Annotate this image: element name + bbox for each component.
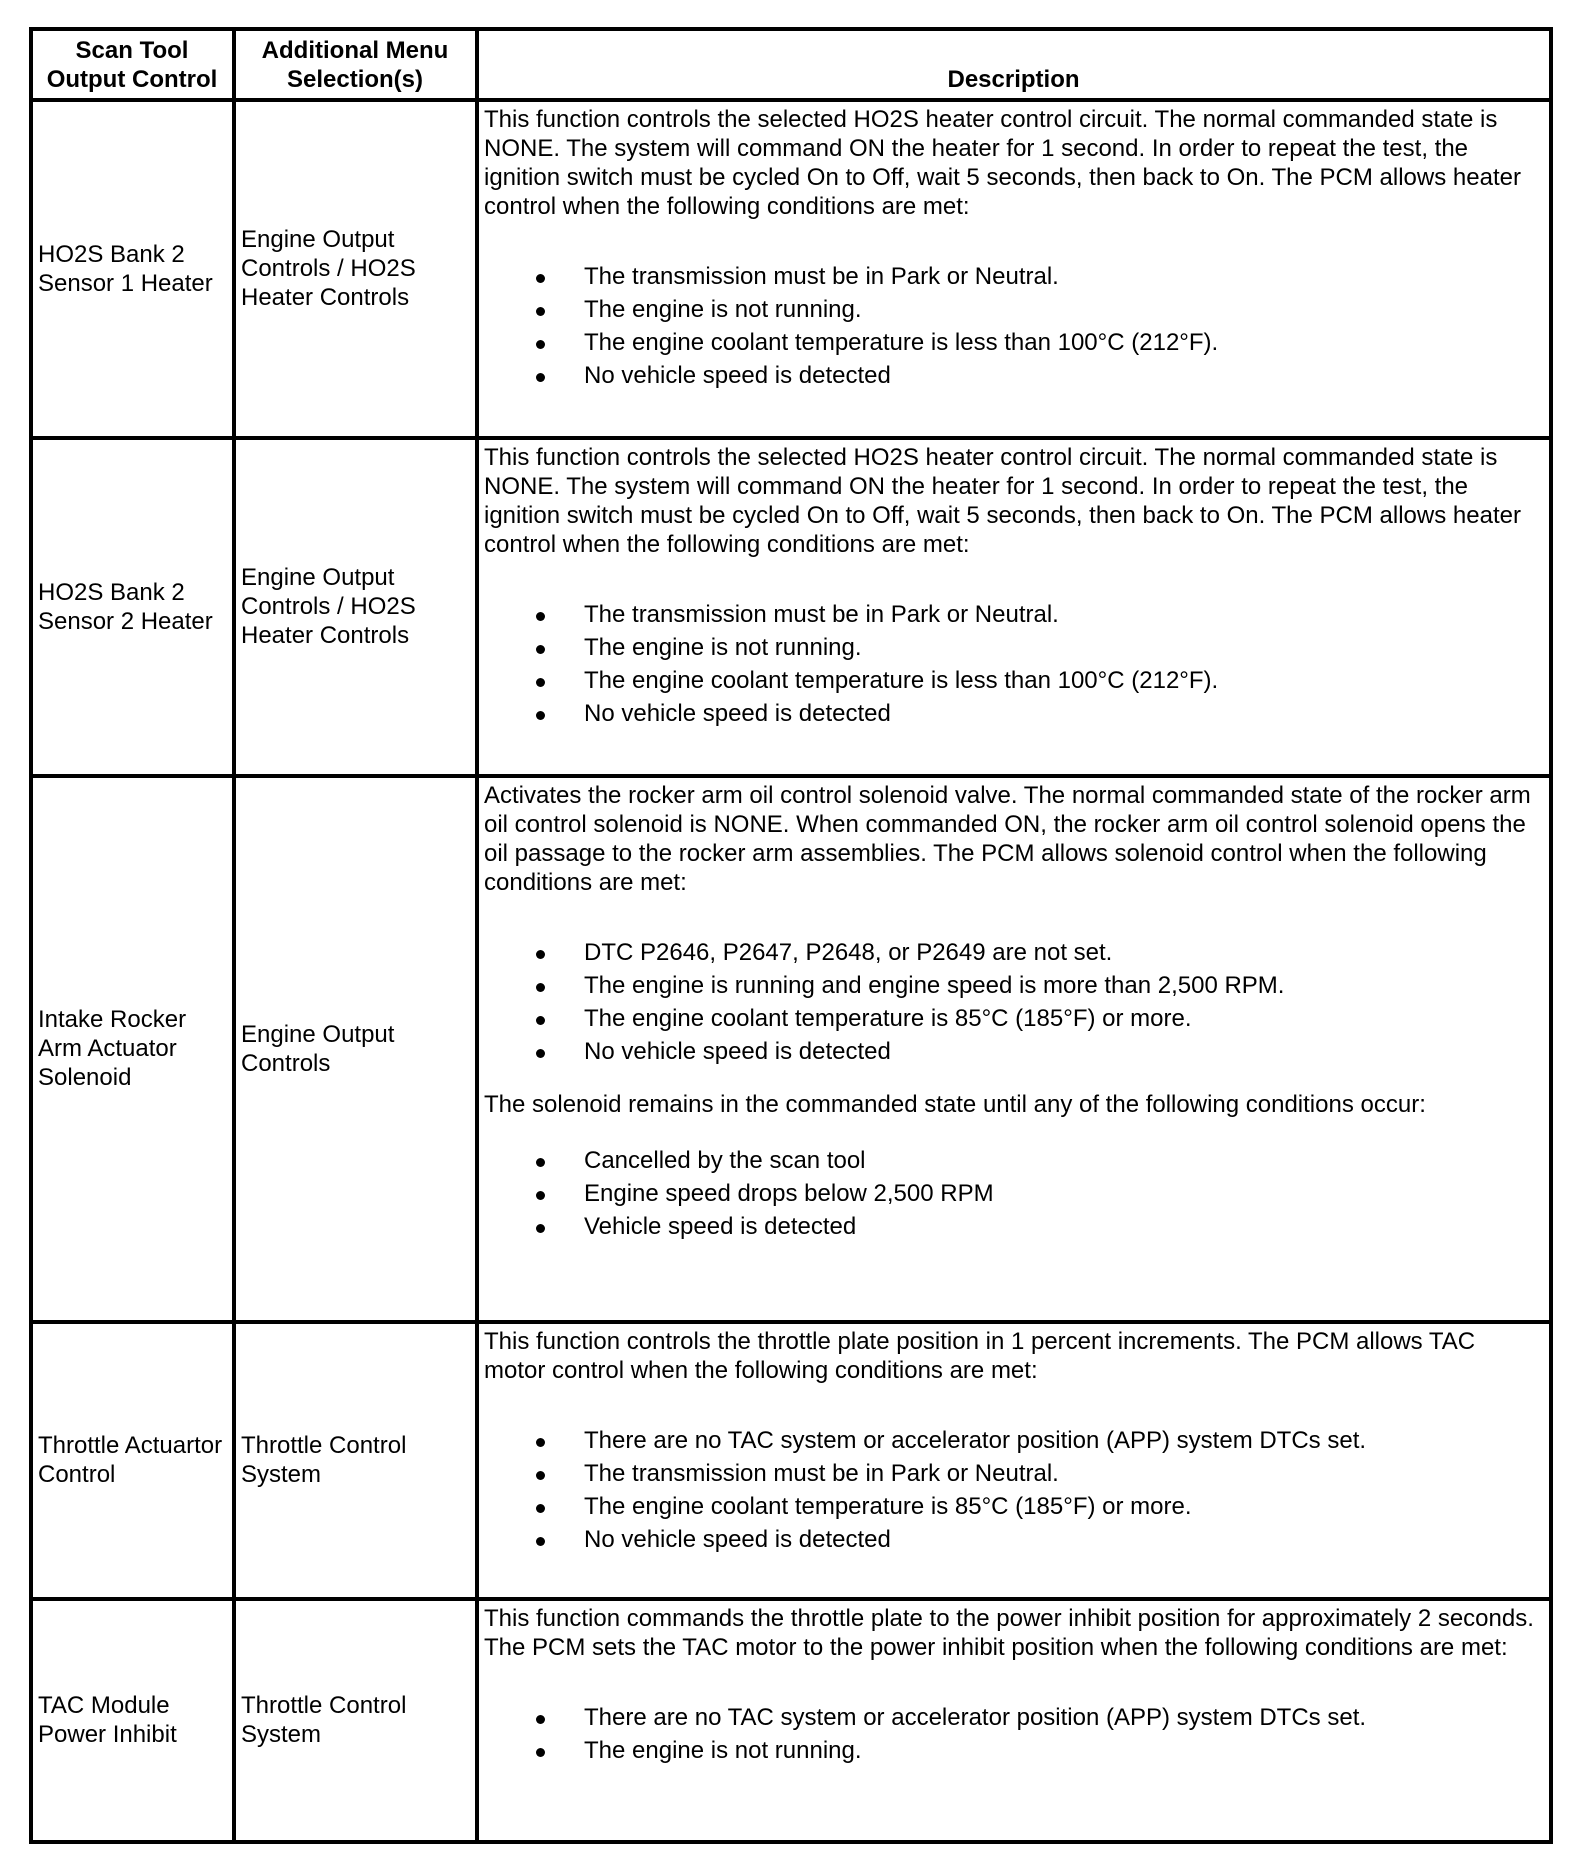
output-control-cell: Intake Rocker Arm Actuator Solenoid xyxy=(31,776,234,1322)
list-item: No vehicle speed is detected xyxy=(484,1523,1543,1556)
list-item: The engine coolant temperature is less than 100°C (212°F). xyxy=(484,326,1543,359)
menu-selection-cell: Engine Output Controls / HO2S Heater Controls xyxy=(234,100,477,438)
description-cell xyxy=(477,1322,1551,1599)
bullet-icon xyxy=(536,1049,545,1058)
description-intro: Activates the rocker arm oil control solenoid valve. The normal commanded state of the rocker arm oil control solenoid is NONE. When commanded ON, the rocker arm oil control solenoid opens the oil passage to the rocker arm assemblies. The PCM allows solenoid control when the following conditions are met: xyxy=(484,782,1531,896)
list-item: The engine is not running. xyxy=(484,631,1543,664)
header-output-control: Scan Tool Output Control xyxy=(31,29,234,100)
bullet-icon xyxy=(536,1158,545,1167)
list-item: Engine speed drops below 2,500 RPM xyxy=(484,1177,1543,1210)
bullet-icon xyxy=(536,645,545,654)
list-item: The transmission must be in Park or Neutral. xyxy=(484,598,1543,631)
bullet-icon xyxy=(536,612,545,621)
menu-selection-cell: Throttle Control System xyxy=(234,1322,477,1599)
list-item: The engine coolant temperature is less than 100°C (212°F). xyxy=(484,664,1543,697)
bullet-icon xyxy=(536,307,545,316)
bullet-icon xyxy=(536,1191,545,1200)
description-followup: The solenoid remains in the commanded state until any of the following conditions occur: xyxy=(484,1091,1426,1118)
description-intro: This function controls the throttle plate position in 1 percent increments. The PCM allows TAC motor control when the following conditions are met: xyxy=(484,1328,1476,1384)
bullet-icon xyxy=(536,1537,545,1546)
menu-selection-cell: Engine Output Controls xyxy=(234,776,477,1322)
header-description: Description xyxy=(477,29,1551,100)
description-cell xyxy=(477,438,1551,776)
list-item: No vehicle speed is detected xyxy=(484,697,1543,730)
list-item: The engine coolant temperature is 85°C (185°F) or more. xyxy=(484,1002,1543,1035)
table-row xyxy=(31,776,1551,1322)
list-item: The engine is not running. xyxy=(484,293,1543,326)
table-row xyxy=(31,100,1551,438)
description-cell xyxy=(477,100,1551,438)
list-item: The transmission must be in Park or Neutral. xyxy=(484,260,1543,293)
output-control-cell: HO2S Bank 2 Sensor 1 Heater xyxy=(31,100,234,438)
bullet-icon xyxy=(536,983,545,992)
output-control-cell: Throttle Actuartor Control xyxy=(31,1322,234,1599)
bullet-icon xyxy=(536,373,545,382)
list-item: Cancelled by the scan tool xyxy=(484,1144,1543,1177)
bullet-icon xyxy=(536,1471,545,1480)
condition-list xyxy=(484,598,1543,730)
bullet-icon xyxy=(536,1748,545,1757)
bullet-icon xyxy=(536,274,545,283)
output-controls-table xyxy=(29,27,1553,1844)
list-item: The engine is not running. xyxy=(484,1734,1543,1767)
description-intro: This function controls the selected HO2S heater control circuit. The normal commanded state is NONE. The system will command ON the heater for 1 second. In order to repeat the test, the ignition switch must be cycled On to Off, wait 5 seconds, then back to On. The PCM allows heater control when the following conditions are met: xyxy=(484,444,1521,558)
bullet-icon xyxy=(536,678,545,687)
table-row xyxy=(31,1599,1551,1842)
output-control-cell: TAC Module Power Inhibit xyxy=(31,1599,234,1842)
description-cell xyxy=(477,1599,1551,1842)
list-item: There are no TAC system or accelerator position (APP) system DTCs set. xyxy=(484,1701,1543,1734)
bullet-icon xyxy=(536,340,545,349)
list-item: DTC P2646, P2647, P2648, or P2649 are not set. xyxy=(484,936,1543,969)
bullet-icon xyxy=(536,1438,545,1447)
list-item: Vehicle speed is detected xyxy=(484,1210,1543,1243)
list-item: No vehicle speed is detected xyxy=(484,359,1543,392)
condition-list xyxy=(484,1424,1543,1556)
description-cell xyxy=(477,776,1551,1322)
list-item: The transmission must be in Park or Neutral. xyxy=(484,1457,1543,1490)
menu-selection-cell: Engine Output Controls / HO2S Heater Controls xyxy=(234,438,477,776)
bullet-icon xyxy=(536,1715,545,1724)
menu-selection-cell: Throttle Control System xyxy=(234,1599,477,1842)
condition-list xyxy=(484,936,1543,1068)
list-item: No vehicle speed is detected xyxy=(484,1035,1543,1068)
header-row xyxy=(31,29,1551,100)
table-row xyxy=(31,1322,1551,1599)
description-intro: This function controls the selected HO2S heater control circuit. The normal commanded state is NONE. The system will command ON the heater for 1 second. In order to repeat the test, the ignition switch must be cycled On to Off, wait 5 seconds, then back to On. The PCM allows heater control when the following conditions are met: xyxy=(484,106,1521,220)
bullet-icon xyxy=(536,1504,545,1513)
condition-list xyxy=(484,1701,1543,1767)
output-control-cell: HO2S Bank 2 Sensor 2 Heater xyxy=(31,438,234,776)
bullet-icon xyxy=(536,1016,545,1025)
condition-list xyxy=(484,260,1543,392)
bullet-icon xyxy=(536,950,545,959)
list-item: The engine coolant temperature is 85°C (185°F) or more. xyxy=(484,1490,1543,1523)
table-row xyxy=(31,438,1551,776)
bullet-icon xyxy=(536,711,545,720)
header-menu-selection: Additional Menu Selection(s) xyxy=(234,29,477,100)
list-item: There are no TAC system or accelerator position (APP) system DTCs set. xyxy=(484,1424,1543,1457)
cancel-condition-list xyxy=(484,1144,1543,1243)
bullet-icon xyxy=(536,1224,545,1233)
description-intro: This function commands the throttle plate to the power inhibit position for approximately 2 seconds. The PCM sets the TAC motor to the power inhibit position when the following conditions are met: xyxy=(484,1605,1534,1661)
list-item: The engine is running and engine speed is more than 2,500 RPM. xyxy=(484,969,1543,1002)
